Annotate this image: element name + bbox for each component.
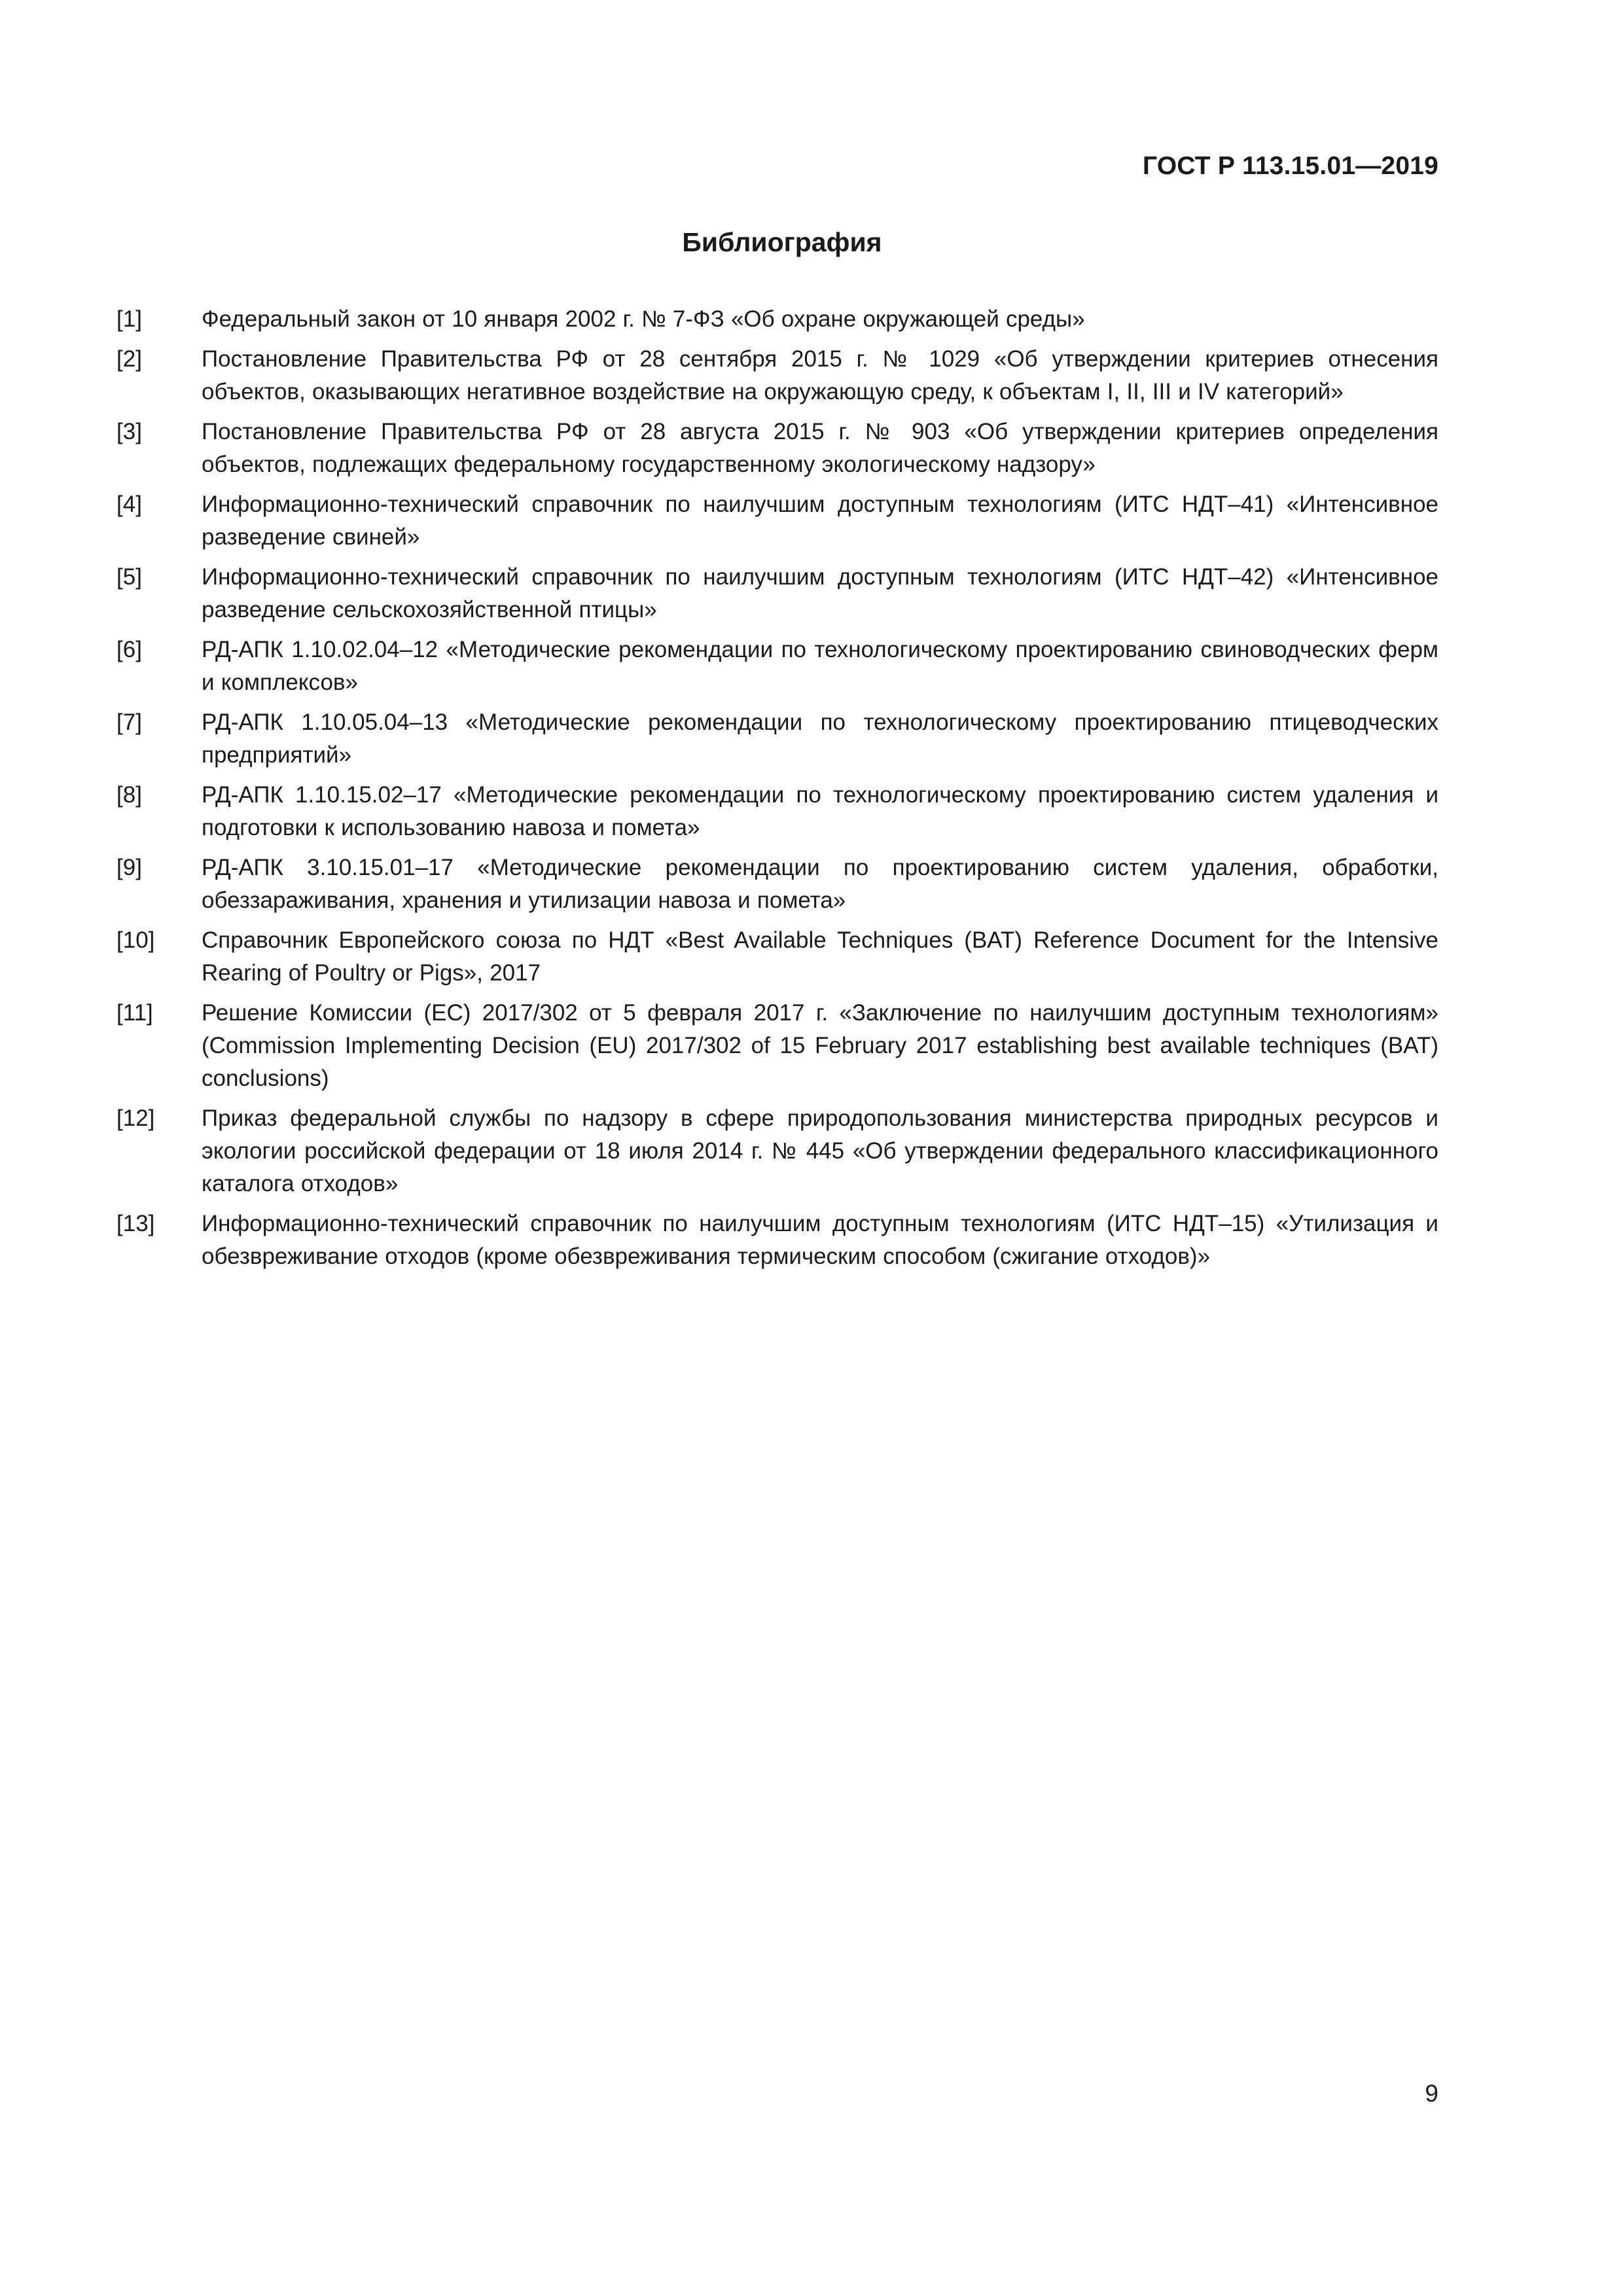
page-title: Библиография	[682, 227, 882, 257]
entry-number: [11]	[116, 1000, 153, 1026]
entry-text: Информационно-технический справочник по наилучшим доступным технологиям (ИТС НДТ–41) «Интенсивное разведение свиней»	[202, 492, 1438, 550]
bibliography-entry	[116, 343, 1438, 408]
entry-text: РД-АПК 1.10.15.02–17 «Методические рекомендации по технологическому проектированию систем удаления и подготовки к использованию навоза и помета»	[202, 782, 1438, 840]
entry-number: [13]	[116, 1211, 155, 1236]
entry-number: [10]	[116, 927, 155, 953]
entry-number: [4]	[116, 492, 142, 517]
bibliography-entry	[116, 634, 1438, 699]
entry-text: Постановление Правительства РФ от 28 сентября 2015 г. № 1029 «Об утверждении критериев отнесения объектов, оказывающих негативное воздействие на окружающую среду, к объектам I, II, III и IV категорий»	[202, 346, 1438, 404]
bibliography-entry	[116, 303, 1438, 336]
entry-text: Федеральный закон от 10 января 2002 г. № 7-ФЗ «Об охране окружающей среды»	[202, 306, 1085, 332]
entry-text: РД-АПК 3.10.15.01–17 «Методические рекомендации по проектированию систем удаления, обработки, обеззараживания, хранения и утилизации навоза и помета»	[202, 855, 1438, 913]
entry-text: Постановление Правительства РФ от 28 августа 2015 г. № 903 «Об утверждении критериев определения объектов, подлежащих федеральному государственному экологическому надзору»	[202, 419, 1438, 477]
entry-number: [5]	[116, 564, 142, 590]
entry-text: Приказ федеральной службы по надзору в сфере природопользования министерства природных ресурсов и экологии российской федерации от 18 июля 2014 г. № 445 «Об утверждении федерального классификационного каталога отходов»	[202, 1105, 1438, 1196]
entry-number: [12]	[116, 1105, 155, 1131]
bibliography-entry	[116, 488, 1438, 554]
entry-number: [7]	[116, 709, 142, 735]
bibliography-entry	[116, 706, 1438, 772]
bibliography-entry	[116, 416, 1438, 481]
entry-number: [1]	[116, 306, 142, 332]
bibliography-entry	[116, 1208, 1438, 1273]
bibliography-entry	[116, 997, 1438, 1095]
entry-number: [8]	[116, 782, 142, 808]
entry-number: [9]	[116, 855, 142, 880]
bibliography-entry	[116, 561, 1438, 626]
entry-text: РД-АПК 1.10.05.04–13 «Методические рекомендации по технологическому проектированию птицеводческих предприятий»	[202, 709, 1438, 768]
bibliography-entry	[116, 1102, 1438, 1200]
bibliography-entry	[116, 779, 1438, 844]
document-code: ГОСТ Р 113.15.01—2019	[1143, 152, 1438, 180]
bibliography-list	[116, 303, 1438, 1280]
entry-text: Справочник Европейского союза по НДТ «Best Available Techniques (BAT) Reference Document for the Intensive Rearing of Poultry or Pigs», 2017	[202, 927, 1438, 986]
bibliography-entry	[116, 852, 1438, 917]
page-number: 9	[1425, 2080, 1438, 2107]
entry-text: Информационно-технический справочник по наилучшим доступным технологиям (ИТС НДТ–42) «Интенсивное разведение сельскохозяйственной птицы»	[202, 564, 1438, 622]
entry-number: [6]	[116, 637, 142, 662]
bibliography-entry	[116, 924, 1438, 990]
entry-text: Решение Комиссии (ЕС) 2017/302 от 5 февраля 2017 г. «Заключение по наилучшим доступным технологиям» (Commission Implementing Decision (EU) 2017/302 of 15 February 2017 establishing best available techniques (BAT) conclusions)	[202, 1000, 1438, 1091]
entry-number: [3]	[116, 419, 142, 444]
entry-text: Информационно-технический справочник по наилучшим доступным технологиям (ИТС НДТ–15) «Утилизация и обезвреживание отходов (кроме обезвреживания термическим способом (сжигание отходов)»	[202, 1211, 1438, 1269]
entry-number: [2]	[116, 346, 142, 372]
entry-text: РД-АПК 1.10.02.04–12 «Методические рекомендации по технологическому проектированию свиноводческих ферм и комплексов»	[202, 637, 1438, 695]
